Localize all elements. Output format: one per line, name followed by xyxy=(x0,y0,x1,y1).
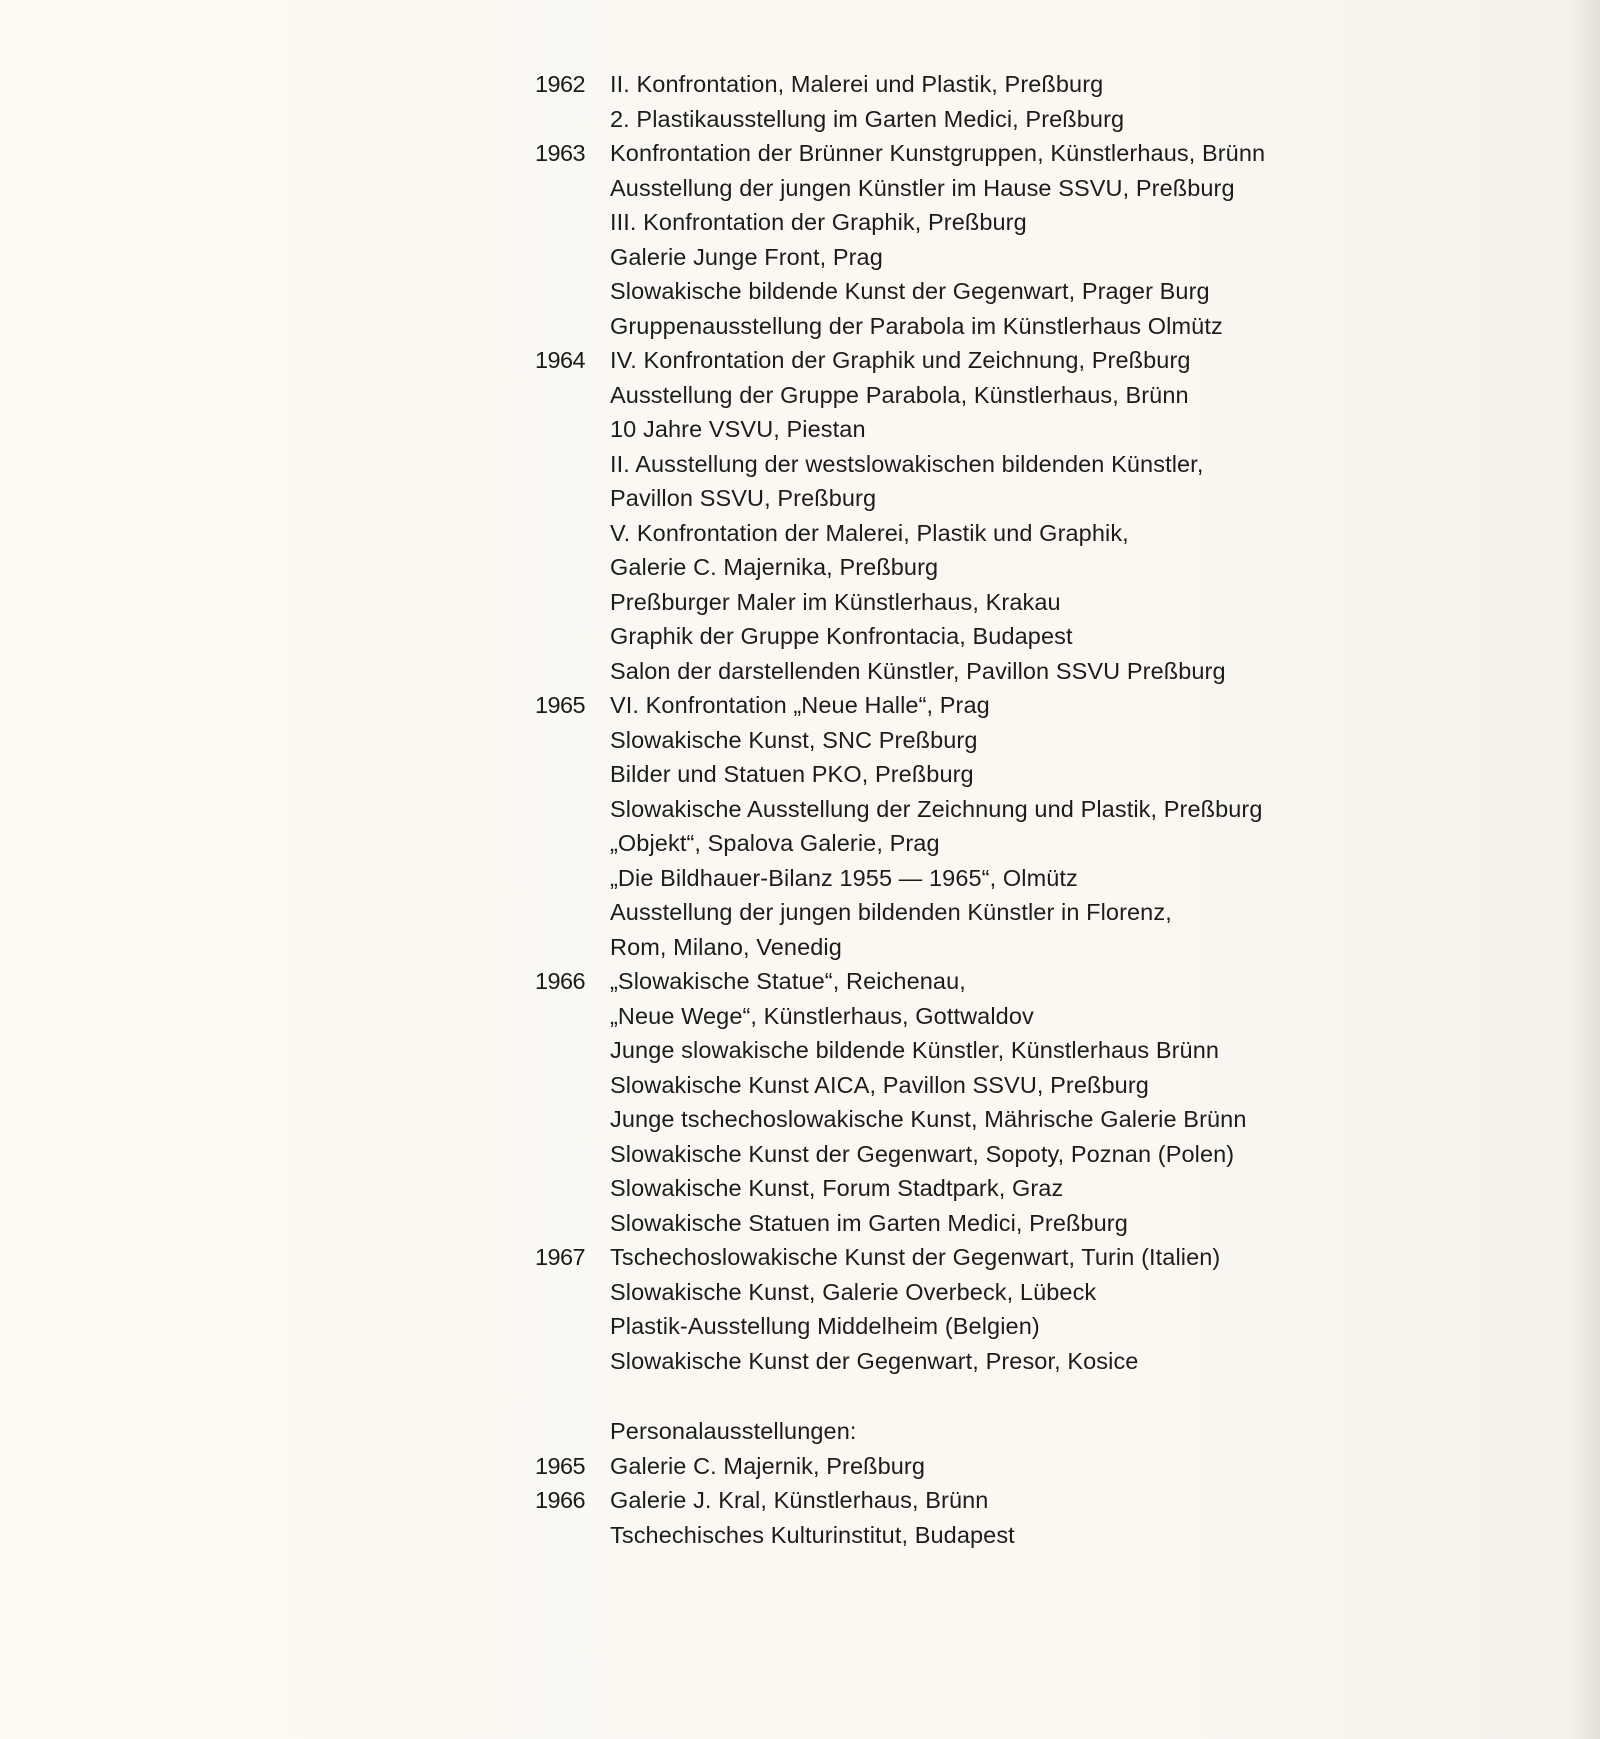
exhibition-entry xyxy=(510,309,1510,344)
exhibition-entry xyxy=(510,378,1510,413)
exhibition-year xyxy=(510,481,610,516)
exhibition-text: „Objekt“, Spalova Galerie, Prag xyxy=(610,830,940,856)
exhibition-year: 1965 xyxy=(535,1452,585,1479)
exhibition-entry xyxy=(510,1137,1510,1172)
exhibition-entry xyxy=(510,550,1510,585)
exhibition-entry xyxy=(510,619,1510,654)
exhibition-entry xyxy=(510,964,1510,999)
exhibition-text: III. Konfrontation der Graphik, Preßburg xyxy=(610,209,1027,235)
section-spacer xyxy=(510,1378,1510,1414)
exhibition-year xyxy=(510,447,610,482)
exhibition-entry xyxy=(510,136,1510,171)
exhibition-entry xyxy=(510,1449,1510,1484)
exhibition-text: „Neue Wege“, Künstlerhaus, Gottwaldov xyxy=(610,1002,1034,1029)
exhibition-entry xyxy=(510,895,1510,930)
exhibition-text: Galerie J. Kral, Künstlerhaus, Brünn xyxy=(610,1487,989,1513)
exhibition-entry xyxy=(510,1518,1510,1553)
personal-heading-row xyxy=(510,1414,1510,1449)
exhibition-text: Slowakische Kunst der Gegenwart, Sopoty, Poznan (Polen) xyxy=(610,1140,1235,1167)
exhibition-entry xyxy=(510,240,1510,275)
exhibition-year xyxy=(510,378,610,413)
exhibition-text: Slowakische Ausstellung der Zeichnung und Plastik, Preßburg xyxy=(610,795,1263,822)
exhibition-text: „Die Bildhauer-Bilanz 1955 — 1965“, Olmütz xyxy=(610,864,1078,891)
exhibition-entry xyxy=(510,1102,1510,1137)
exhibition-text: Bilder und Statuen PKO, Preßburg xyxy=(610,761,974,787)
exhibition-entry xyxy=(510,723,1510,758)
exhibition-entry xyxy=(510,205,1510,240)
exhibition-year xyxy=(510,412,610,447)
exhibition-year xyxy=(510,171,610,206)
exhibition-entry xyxy=(510,688,1510,723)
exhibition-text: II. Ausstellung der westslowakischen bildenden Künstler, xyxy=(610,450,1204,477)
exhibition-text: Konfrontation der Brünner Kunstgruppen, Künstlerhaus, Brünn xyxy=(610,140,1266,166)
exhibition-year: 1962 xyxy=(535,71,585,97)
exhibition-year xyxy=(510,102,610,137)
exhibition-text: Slowakische Kunst, SNC Preßburg xyxy=(610,726,978,753)
exhibition-entry xyxy=(510,67,1510,102)
exhibition-text: Salon der darstellenden Künstler, Pavillon SSVU Preßburg xyxy=(610,657,1226,684)
exhibition-year xyxy=(510,1137,610,1172)
exhibition-entry xyxy=(510,654,1510,689)
exhibition-text: Slowakische bildende Kunst der Gegenwart, Prager Burg xyxy=(610,278,1210,304)
exhibition-entry xyxy=(510,861,1510,896)
exhibition-entry xyxy=(510,826,1510,861)
exhibition-entry xyxy=(510,1068,1510,1103)
group-exhibitions xyxy=(510,67,1510,1378)
exhibition-entry xyxy=(510,1033,1510,1068)
exhibition-entry xyxy=(510,999,1510,1034)
exhibition-text: II. Konfrontation, Malerei und Plastik, Preßburg xyxy=(610,71,1104,97)
personal-exhibitions xyxy=(510,1449,1510,1553)
exhibition-year: 1963 xyxy=(535,140,585,166)
exhibition-text: Slowakische Kunst der Gegenwart, Presor, Kosice xyxy=(610,1347,1139,1374)
exhibition-entry xyxy=(510,1171,1510,1206)
exhibition-text: Galerie Junge Front, Prag xyxy=(610,243,883,270)
exhibition-entry xyxy=(510,1309,1510,1344)
exhibition-entry xyxy=(510,930,1510,965)
exhibition-entry xyxy=(510,171,1510,206)
page-edge-shadow xyxy=(1570,0,1600,1739)
exhibition-year xyxy=(510,826,610,861)
exhibition-text: „Slowakische Statue“, Reichenau, xyxy=(610,968,966,994)
exhibition-text: 2. Plastikausstellung im Garten Medici, Preßburg xyxy=(610,105,1125,132)
exhibition-text: Junge tschechoslowakische Kunst, Mährische Galerie Brünn xyxy=(610,1106,1247,1132)
exhibition-year xyxy=(510,1068,610,1103)
exhibition-text: 10 Jahre VSVU, Piestan xyxy=(610,416,866,442)
exhibition-year xyxy=(510,654,610,689)
exhibition-year: 1967 xyxy=(535,1244,585,1270)
exhibition-year xyxy=(510,1171,610,1206)
exhibition-year: 1966 xyxy=(535,1487,585,1513)
exhibition-year: 1966 xyxy=(535,968,585,994)
exhibition-year xyxy=(510,792,610,827)
exhibition-text: Galerie C. Majernik, Preßburg xyxy=(610,1452,926,1479)
exhibition-year xyxy=(510,1518,610,1553)
exhibition-year xyxy=(510,930,610,965)
exhibition-year xyxy=(510,1102,610,1137)
exhibition-text: Slowakische Statuen im Garten Medici, Preßburg xyxy=(610,1209,1128,1236)
exhibition-text: Pavillon SSVU, Preßburg xyxy=(610,485,877,511)
exhibition-entry xyxy=(510,1344,1510,1379)
exhibition-year xyxy=(510,999,610,1034)
exhibition-text: Slowakische Kunst AICA, Pavillon SSVU, Preßburg xyxy=(610,1071,1149,1098)
exhibition-text: IV. Konfrontation der Graphik und Zeichnung, Preßburg xyxy=(610,347,1191,373)
exhibition-text: Tschechoslowakische Kunst der Gegenwart, Turin (Italien) xyxy=(610,1244,1221,1270)
personal-exhibitions-heading: Personalausstellungen: xyxy=(610,1418,857,1444)
exhibition-year xyxy=(510,1033,610,1068)
exhibition-text: Ausstellung der Gruppe Parabola, Künstlerhaus, Brünn xyxy=(610,381,1189,408)
exhibition-year xyxy=(510,1206,610,1241)
exhibition-entry xyxy=(510,481,1510,516)
exhibition-text: Ausstellung der jungen Künstler im Hause SSVU, Preßburg xyxy=(610,174,1235,201)
exhibition-text: Plastik-Ausstellung Middelheim (Belgien) xyxy=(610,1313,1040,1339)
exhibition-entry xyxy=(510,1483,1510,1518)
exhibition-text: Galerie C. Majernika, Preßburg xyxy=(610,554,939,580)
exhibition-year xyxy=(510,309,610,344)
exhibition-entry xyxy=(510,102,1510,137)
exhibition-year xyxy=(510,723,610,758)
exhibition-entry xyxy=(510,1240,1510,1275)
exhibition-entry xyxy=(510,1206,1510,1241)
exhibition-year xyxy=(510,861,610,896)
exhibition-year xyxy=(510,205,610,240)
exhibition-year xyxy=(510,1344,610,1379)
exhibition-text: VI. Konfrontation „Neue Halle“, Prag xyxy=(610,692,990,718)
exhibition-text: Slowakische Kunst, Galerie Overbeck, Lübeck xyxy=(610,1278,1097,1305)
exhibition-entry xyxy=(510,516,1510,551)
exhibition-year xyxy=(510,274,610,309)
exhibition-year xyxy=(510,550,610,585)
exhibition-year xyxy=(510,585,610,620)
exhibition-text: Junge slowakische bildende Künstler, Künstlerhaus Brünn xyxy=(610,1037,1220,1063)
exhibition-entry xyxy=(510,1275,1510,1310)
exhibition-text: Preßburger Maler im Künstlerhaus, Krakau xyxy=(610,588,1061,615)
exhibition-year xyxy=(510,240,610,275)
exhibition-entry xyxy=(510,757,1510,792)
exhibition-list xyxy=(510,67,1510,1552)
exhibition-text: Rom, Milano, Venedig xyxy=(610,933,842,960)
exhibition-year xyxy=(510,1275,610,1310)
exhibition-year xyxy=(510,619,610,654)
exhibition-year xyxy=(510,516,610,551)
exhibition-text: Gruppenausstellung der Parabola im Künstlerhaus Olmütz xyxy=(610,312,1223,339)
exhibition-entry xyxy=(510,792,1510,827)
exhibition-year: 1964 xyxy=(535,347,585,373)
exhibition-entry xyxy=(510,412,1510,447)
exhibition-year xyxy=(510,1309,610,1344)
year-column-empty xyxy=(510,1414,610,1449)
exhibition-entry xyxy=(510,585,1510,620)
exhibition-text: Ausstellung der jungen bildenden Künstler in Florenz, xyxy=(610,899,1172,925)
exhibition-text: V. Konfrontation der Malerei, Plastik und Graphik, xyxy=(610,519,1129,546)
exhibition-entry xyxy=(510,343,1510,378)
exhibition-entry xyxy=(510,274,1510,309)
exhibition-text: Slowakische Kunst, Forum Stadtpark, Graz xyxy=(610,1175,1064,1201)
exhibition-year: 1965 xyxy=(535,692,585,718)
exhibition-year xyxy=(510,757,610,792)
exhibition-entry xyxy=(510,447,1510,482)
exhibition-year xyxy=(510,895,610,930)
exhibition-text: Tschechisches Kulturinstitut, Budapest xyxy=(610,1521,1015,1548)
exhibition-text: Graphik der Gruppe Konfrontacia, Budapest xyxy=(610,623,1073,649)
